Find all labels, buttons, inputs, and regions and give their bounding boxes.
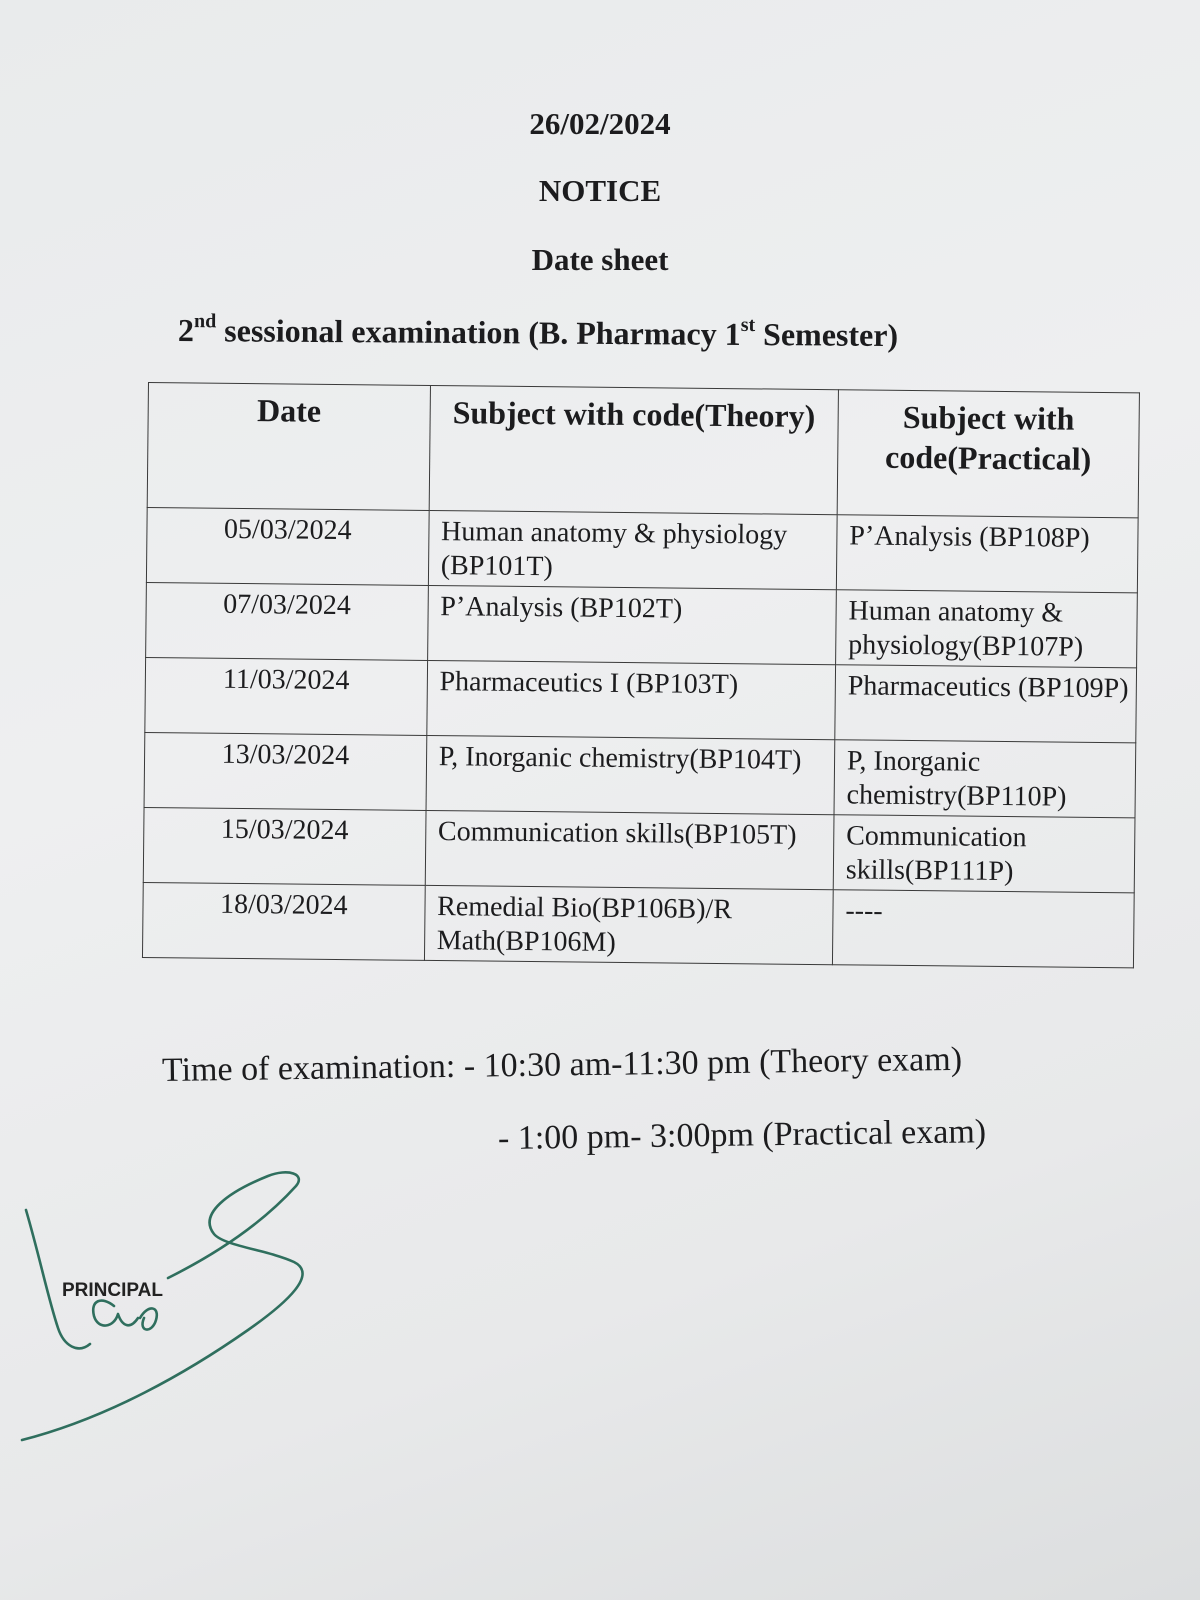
row-date: 18/03/2024 — [142, 882, 424, 960]
table-row — [142, 882, 1134, 967]
row-theory-subject: P, Inorganic chemistry(BP104T) — [426, 735, 835, 814]
row-practical-subject: Human anatomy & physiology(BP107P) — [835, 590, 1137, 668]
table-row — [143, 807, 1135, 892]
row-date: 15/03/2024 — [143, 807, 425, 885]
row-theory-subject: Pharmaceutics I (BP103T) — [427, 660, 836, 739]
row-theory-subject: Communication skills(BP105T) — [425, 810, 834, 889]
row-date: 13/03/2024 — [144, 732, 426, 810]
exam-ordinal-suffix: nd — [193, 310, 217, 333]
row-theory-subject: Remedial Bio(BP106B)/R Math(BP106M) — [424, 885, 833, 964]
table-row — [146, 582, 1138, 667]
row-date: 07/03/2024 — [146, 582, 428, 660]
table-header-row — [147, 383, 1139, 518]
table-row — [145, 657, 1137, 742]
exam-title — [178, 310, 898, 354]
row-date: 11/03/2024 — [145, 657, 427, 735]
row-theory-subject: Human anatomy & physiology (BP101T) — [428, 510, 837, 589]
principal-signature-icon — [18, 1168, 318, 1458]
header-theory: Subject with code(Theory) — [429, 385, 839, 514]
row-practical-subject: Communication skills(BP111P) — [833, 815, 1135, 893]
row-date: 05/03/2024 — [146, 507, 428, 585]
header-date: Date — [147, 383, 430, 511]
exam-time-practical: - 1:00 pm- 3:00pm (Practical exam) — [497, 1113, 987, 1157]
principal-label: PRINCIPAL — [62, 1280, 163, 1301]
table-row — [146, 507, 1138, 592]
table-row — [144, 732, 1136, 817]
row-theory-subject: P’Analysis (BP102T) — [427, 585, 836, 664]
exam-title-end: Semester) — [754, 316, 899, 354]
row-practical-subject: Pharmaceutics (BP109P) — [835, 665, 1137, 743]
date-sheet-table — [142, 382, 1140, 968]
row-practical-subject: P’Analysis (BP108P) — [836, 515, 1138, 593]
exam-ordinal-number: 2 — [177, 312, 195, 349]
semester-ordinal-suffix: st — [740, 313, 756, 337]
header-practical: Subject with code(Practical) — [837, 390, 1139, 518]
row-practical-subject: P, Inorganic chemistry(BP110P) — [834, 740, 1136, 818]
row-practical-subject: ---- — [832, 890, 1134, 968]
date-sheet-title: Date sheet — [531, 242, 669, 277]
notice-date: 26/02/2024 — [529, 106, 671, 141]
exam-time-theory: Time of examination: - 10:30 am-11:30 pm (Theory exam) — [161, 1040, 963, 1089]
notice-title: NOTICE — [538, 173, 662, 208]
exam-title-middle: sessional examination (B. Pharmacy 1 — [216, 312, 741, 352]
